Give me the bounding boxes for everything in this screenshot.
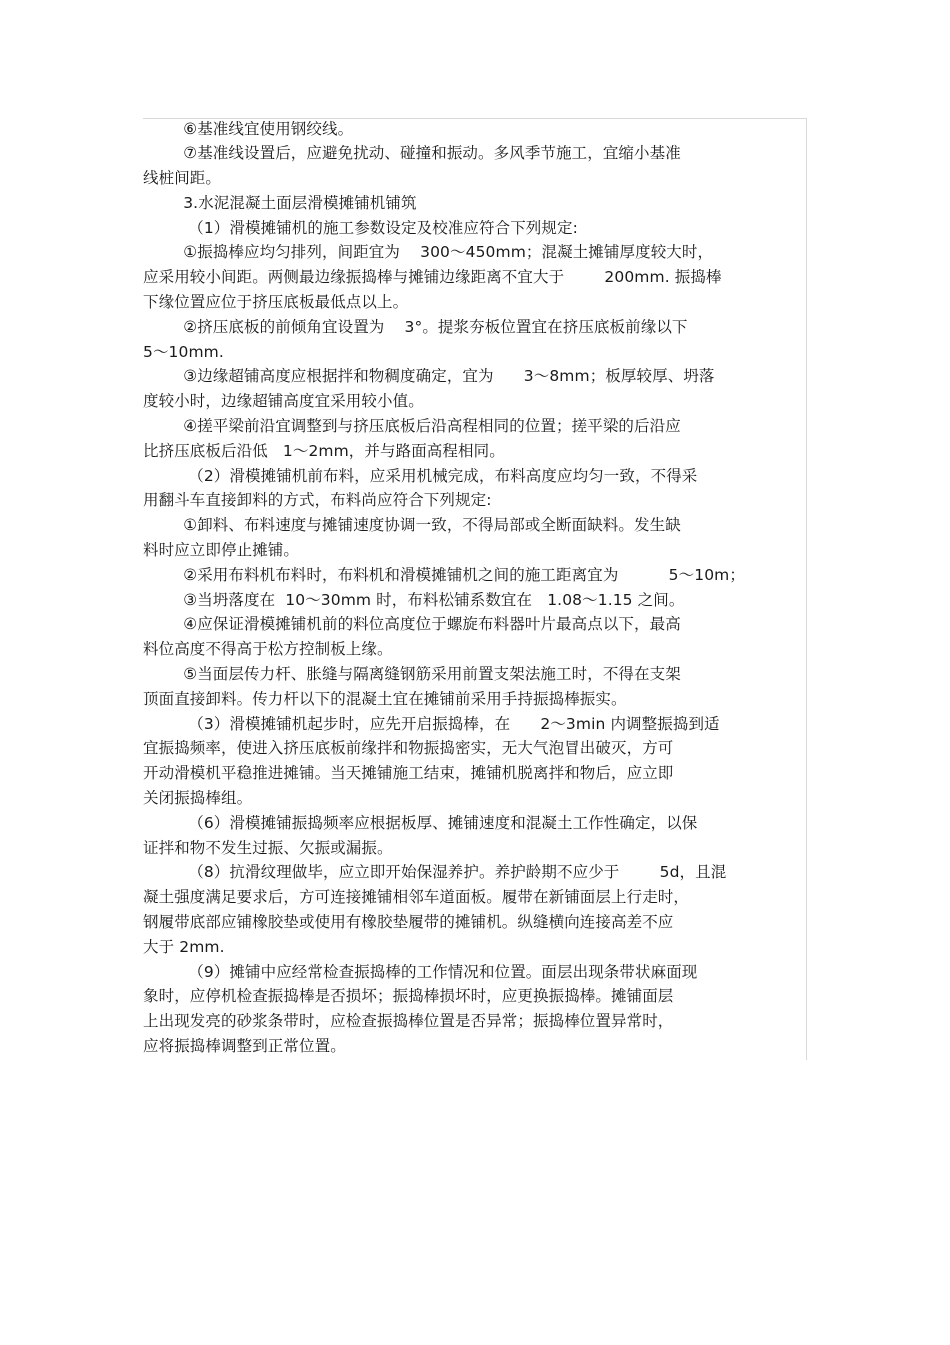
text-line: ⑤当面层传力杆、胀缝与隔离缝钢筋采用前置支架法施工时，不得在支架 xyxy=(143,665,681,683)
section-heading: 3.水泥混凝土面层滑模摊铺机铺筑 xyxy=(143,194,417,212)
text-line: 5～10mm. xyxy=(143,343,224,361)
text-line: 顶面直接卸料。传力杆以下的混凝土宜在摊铺前采用手持振捣棒振实。 xyxy=(143,690,627,708)
text-line: 证拌和物不发生过振、欠振或漏振。 xyxy=(143,839,393,857)
text-line: （3）滑模摊铺机起步时，应先开启振捣棒，在 2～3min 内调整振捣到适 xyxy=(143,715,720,733)
text-line: ⑥基准线宜使用钢绞线。 xyxy=(143,120,354,138)
text-line: ②采用布料机布料时，布料机和滑模摊铺机之间的施工距离宜为 5～10m； xyxy=(143,566,745,584)
text-line: 应将振捣棒调整到正常位置。 xyxy=(143,1037,346,1055)
text-line: 凝土强度满足要求后，方可连接摊铺相邻车道面板。履带在新铺面层上行走时， xyxy=(143,888,690,906)
text-line: （6）滑模摊铺振捣频率应根据板厚、摊铺速度和混凝土工作性确定，以保 xyxy=(143,814,698,832)
text-line: 线桩间距。 xyxy=(143,169,222,187)
text-line: 用翻斗车直接卸料的方式，布料尚应符合下列规定: xyxy=(143,491,492,509)
text-line: 应采用较小间距。两侧最边缘振捣棒与摊铺边缘距离不宜大于 200mm. 振捣棒 xyxy=(143,268,722,286)
text-line: 上出现发亮的砂浆条带时，应检查振捣棒位置是否异常；振捣棒位置异常时， xyxy=(143,1012,674,1030)
text-line: 下缘位置应位于挤压底板最低点以上。 xyxy=(143,293,409,311)
text-line: ⑦基准线设置后，应避免扰动、碰撞和振动。多风季节施工，宜缩小基准 xyxy=(143,144,681,162)
text-line: ③当坍落度在 10～30mm 时，布料松铺系数宜在 1.08～1.15 之间。 xyxy=(143,591,685,609)
text-line: 钢履带底部应铺橡胶垫或使用有橡胶垫履带的摊铺机。纵缝横向连接高差不应 xyxy=(143,913,674,931)
text-line: ④应保证滑模摊铺机前的料位高度位于螺旋布料器叶片最高点以下，最高 xyxy=(143,615,681,633)
text-line: 料时应立即停止摊铺。 xyxy=(143,541,300,559)
text-line: （1）滑模摊铺机的施工参数设定及校准应符合下列规定: xyxy=(143,219,578,237)
text-line: （8）抗滑纹理做毕，应立即开始保湿养护。养护龄期不应少于 5d，且混 xyxy=(143,863,727,881)
text-line: ③边缘超铺高度应根据拌和物稠度确定，宜为 3～8mm；板厚较厚、坍落 xyxy=(143,367,715,385)
text-line: 开动滑模机平稳推进摊铺。当天摊铺施工结束，摊铺机脱离拌和物后，应立即 xyxy=(143,764,674,782)
text-line: ①振捣棒应均匀排列，间距宜为 300～450mm；混凝土摊铺厚度较大时， xyxy=(143,243,714,261)
text-line: 大于 2mm. xyxy=(143,938,225,956)
text-line: ④搓平梁前沿宜调整到与挤压底板后沿高程相同的位置；搓平梁的后沿应 xyxy=(143,417,681,435)
text-line: （9）摊铺中应经常检查振捣棒的工作情况和位置。面层出现条带状麻面现 xyxy=(143,963,698,981)
text-line: ①卸料、布料速度与摊铺速度协调一致，不得局部或全断面缺料。发生缺 xyxy=(143,516,681,534)
text-line: ②挤压底板的前倾角宜设置为 3°。提浆夯板位置宜在挤压底板前缘以下 xyxy=(143,318,688,336)
text-line: 象时，应停机检查振捣棒是否损坏；振捣棒损坏时，应更换振捣棒。摊铺面层 xyxy=(143,987,674,1005)
text-line: （2）滑模摊铺机前布料，应采用机械完成，布料高度应均匀一致，不得采 xyxy=(143,467,698,485)
text-line: 比挤压底板后沿低 1～2mm，并与路面高程相同。 xyxy=(143,442,505,460)
text-line: 关闭振捣棒组。 xyxy=(143,789,253,807)
text-line: 料位高度不得高于松方控制板上缘。 xyxy=(143,640,393,658)
text-line: 度较小时，边缘超铺高度宜采用较小值。 xyxy=(143,392,424,410)
text-line: 宜振捣频率，使进入挤压底板前缘拌和物振捣密实，无大气泡冒出破灭，方可 xyxy=(143,739,674,757)
